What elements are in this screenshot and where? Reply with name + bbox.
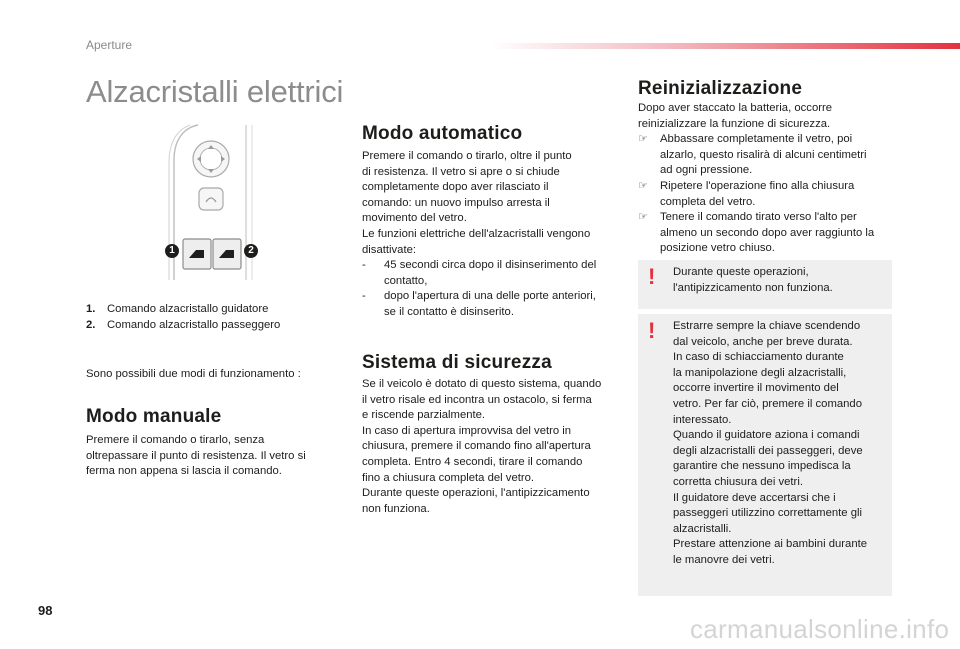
section-label: Aperture (86, 38, 133, 52)
warning-box (638, 260, 892, 309)
caption-item (86, 318, 336, 334)
pointer-icon: ☞ (638, 179, 648, 192)
caption-item (86, 302, 336, 318)
reset-heading: Reinizializzazione (638, 78, 803, 99)
caption-number: 2. (86, 318, 96, 331)
manual-mode-heading: Modo manuale (86, 406, 222, 427)
warning-icon: ! (648, 264, 656, 289)
figure-captions (86, 302, 336, 333)
dash-bullet: - (362, 290, 366, 303)
list-item: ☞ Abbassare completamente il vetro, poi alzarlo, questo risalirà di alcuni centimetri ad ogni pressione. (638, 133, 867, 177)
warning-box (638, 314, 892, 596)
watermark: carmanualsonline.info (690, 614, 950, 644)
callout-1: 1 (165, 244, 179, 258)
dash-bullet: - (362, 259, 366, 272)
list-item: - 45 secondi circa dopo il disinserimento del contatto, (362, 259, 597, 287)
list-item: ☞ Ripetere l'operazione fino alla chiusura completa del vetro. (638, 179, 855, 208)
header-accent-bar (490, 43, 960, 49)
list-item: ☞ Tenere il comando tirato verso l'alto per almeno un secondo dopo aver raggiunto la posizione vetro chiuso. (638, 211, 875, 255)
automatic-mode-text: Premere il comando o tirarlo, oltre il punto di resistenza. Il vetro si apre o si chiude completamente dopo aver rilasciato il comando: un nuovo impulso arresta il movimento del vetro. Le funzioni elettriche dell'alzacristalli vengono disattivate: - 45 secondi circa dopo il disinserimento del contatto, - dopo l'apertura di una delle porte anteriori, se il contatto è disinserito. (362, 149, 624, 321)
modes-intro: Sono possibili due modi di funzionamento : (86, 368, 301, 380)
mirror-control-icon (193, 141, 229, 177)
automatic-mode-heading: Modo automatico (362, 123, 523, 144)
warning-text: Estrarre sempre la chiave scendendo dal veicolo, anche per breve durata. In caso di schiacciamento durante la manipolazione degli alzacristalli, occorre invertire il movimento del vetro. Per far ciò, premere il comando interessato. Quando il guidatore aziona i comandi degli alzacristalli dei passeggeri, deve garantire che nessuno impedisca la corretta chiusura dei vetri. Il guidatore deve accertarsi che i passeggeri utilizzino correttamente gli alzacristalli. Prestare attenzione ai bambini durante le manovre dei vetri. (673, 320, 868, 566)
warning-text: Durante queste operazioni, l'antipizzicamento non funziona. (673, 266, 833, 294)
safety-system-text: Se il veicolo è dotato di questo sistema, quando il vetro risale ed incontra un ostacolo, si ferma e riscende parzialmente. In caso di apertura improvvisa del vetro in chiusura, premere il comando fino all'apertura completa. Entro 4 secondi, tirare il comando fino a chiusura completa del vetro. Durante queste operazioni, l'antipizzicamento non funziona. (362, 378, 602, 515)
window-switch-illustration (160, 120, 270, 285)
warning-icon: ! (648, 318, 656, 343)
window-switch-driver (183, 239, 211, 269)
mirror-selector-icon (199, 188, 223, 210)
caption-text: Comando alzacristallo guidatore (107, 303, 269, 315)
callout-2: 2 (244, 244, 258, 258)
reset-text: Dopo aver staccato la batteria, occorre reinizializzare la funzione di sicurezza. ☞ Abbassare completamente il vetro, poi alzarlo, questo risalirà di alcuni centimetri ad ogni pressione. ☞ Ripetere l'operazione fino alla chiusura completa del vetro. ☞ Tenere il comando tirato verso l'alto per almeno un secondo dopo aver raggiunto la posizione vetro chiuso. (638, 101, 900, 257)
pointer-icon: ☞ (638, 133, 648, 146)
pointer-icon: ☞ (638, 211, 648, 224)
caption-number: 1. (86, 303, 96, 315)
safety-system-heading: Sistema di sicurezza (362, 352, 552, 373)
page-title: Alzacristalli elettrici (86, 74, 344, 109)
list-item: - dopo l'apertura di una delle porte anteriori, se il contatto è disinserito. (362, 290, 596, 318)
window-switch-passenger (213, 239, 241, 269)
manual-mode-text: Premere il comando o tirarlo, senza oltrepassare il punto di resistenza. Il vetro si ferma non appena si lascia il comando. (86, 434, 306, 478)
caption-text: Comando alzacristallo passeggero (107, 318, 281, 331)
page-number: 98 (38, 603, 53, 618)
